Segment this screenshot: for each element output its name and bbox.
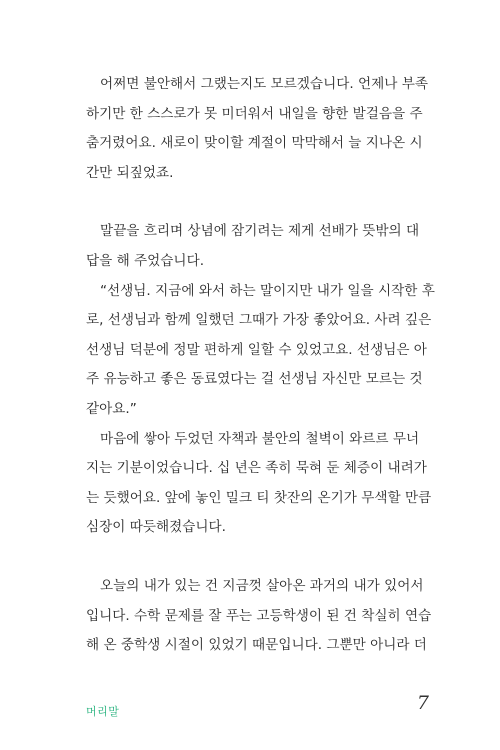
text-line: 춤거렸어요. 새로이 맞이할 계절이 막막해서 늘 지나온 시	[86, 135, 423, 152]
text-line: 해 온 중학생 시절이 있었기 때문입니다. 그뿐만 아니라 더	[86, 637, 427, 654]
text-line: 마음에 쌓아 두었던 자책과 불안의 철벽이 와르르 무너	[100, 430, 420, 447]
paragraph-2	[86, 217, 436, 276]
text-line: 어쩌면 불안해서 그랬는지도 모르겠습니다. 언제나 부족	[100, 76, 428, 92]
text-line: 지는 기분이었습니다. 십 년은 족히 묵혀 둔 체증이 내려가	[86, 460, 427, 477]
text-line: 하기만 한 스스로가 못 미더워서 내일을 향한 발걸음을 주	[86, 105, 423, 122]
page-number: 7	[416, 692, 429, 714]
text-line: 로, 선생님과 함께 일했던 그때가 가장 좋았어요. 사려 깊은	[86, 312, 432, 329]
text-line: 입니다. 수학 문제를 잘 푸는 고등학생이 된 건 착실히 연습	[86, 607, 432, 624]
text-line: 주 유능하고 좋은 동료였다는 걸 선생님 자신만 모르는 것	[86, 371, 423, 388]
text-line: 말끝을 흐리며 상념에 잠기려는 제게 선배가 뜻밖의 대	[100, 223, 420, 240]
page-body	[86, 70, 436, 661]
text-line: 선생님 덕분에 정말 편하게 일할 수 있었고요. 선생님은 아	[86, 341, 427, 358]
text-line: 오늘의 내가 있는 건 지금껏 살아온 과거의 내가 있어서	[100, 577, 424, 594]
paragraph-3-quote	[86, 277, 436, 425]
paragraph-4	[86, 425, 436, 543]
paragraph-5	[86, 572, 436, 661]
paragraph-spacer	[86, 188, 436, 217]
paragraph-spacer	[86, 543, 436, 572]
text-line: 간만 되짚었죠.	[86, 164, 174, 181]
text-line: 는 듯했어요. 앞에 놓인 밀크 티 찻잔의 온기가 무색할 만큼	[86, 489, 432, 506]
text-line: 같아요.”	[86, 400, 137, 417]
paragraph-1	[86, 70, 436, 188]
text-line: 답을 해 주었습니다.	[86, 252, 205, 269]
text-line: 심장이 따듯해졌습니다.	[86, 519, 226, 536]
running-footer-section-label: 머리말	[86, 705, 120, 718]
text-line: “선생님. 지금에 와서 하는 말이지만 내가 일을 시작한 후	[100, 282, 435, 299]
